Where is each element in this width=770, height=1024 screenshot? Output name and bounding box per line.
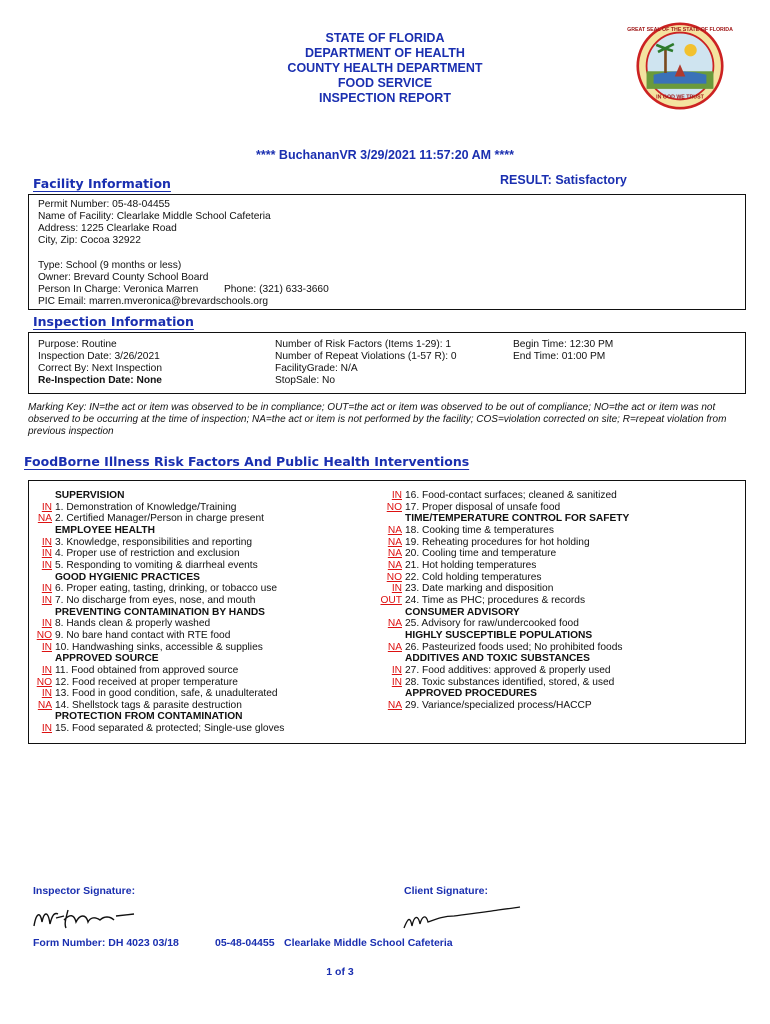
- compliance-mark: NA: [387, 641, 402, 653]
- risk-factor-item: [370, 490, 740, 502]
- compliance-mark: IN: [41, 583, 52, 595]
- compliance-mark: IN: [391, 490, 402, 501]
- footer-permit-number: 05-48-04455: [215, 937, 275, 949]
- risk-factor-item: [370, 677, 740, 689]
- compliance-mark: NA: [387, 536, 402, 548]
- facility-city-zip: City, Zip: Cocoa 32922: [38, 235, 141, 246]
- header-line: DEPARTMENT OF HEALTH: [305, 46, 465, 60]
- risk-factor-item: [28, 700, 368, 712]
- category-label: APPROVED PROCEDURES: [405, 688, 537, 700]
- risk-factor-item: [370, 560, 740, 572]
- risk-factor-text: 4. Proper use of restriction and exclusion: [55, 548, 240, 560]
- compliance-mark: NA: [37, 699, 52, 711]
- risk-category-heading: [28, 607, 368, 619]
- header-line: FOOD SERVICE: [337, 76, 433, 90]
- risk-category-heading: [370, 653, 740, 665]
- begin-time: Begin Time: 12:30 PM: [513, 339, 614, 350]
- compliance-mark: IN: [41, 641, 52, 653]
- risk-factor-text: 21. Hot holding temperatures: [405, 559, 537, 571]
- compliance-mark: NA: [387, 524, 402, 536]
- risk-factor-item: [370, 700, 740, 712]
- header-line: INSPECTION REPORT: [319, 91, 451, 105]
- compliance-mark: IN: [41, 688, 52, 700]
- risk-factors-left-column: [28, 490, 368, 735]
- compliance-mark: IN: [41, 559, 52, 571]
- risk-factor-text: 8. Hands clean & properly washed: [55, 618, 211, 630]
- risk-factor-item: [28, 560, 368, 572]
- risk-factor-item: [370, 525, 740, 537]
- risk-factor-item: [28, 583, 368, 595]
- header-line: STATE OF FLORIDA: [325, 31, 445, 45]
- risk-factor-item: [28, 630, 368, 642]
- risk-factor-count: Number of Risk Factors (Items 1-29): 1: [275, 339, 452, 350]
- risk-factor-text: 15. Food separated & protected; Single-use gloves: [55, 723, 285, 735]
- inspection-info-title: Inspection Information: [33, 314, 194, 329]
- category-label: ADDITIVES AND TOXIC SUBSTANCES: [405, 653, 590, 665]
- risk-category-heading: [28, 711, 368, 723]
- risk-factor-item: [28, 548, 368, 560]
- risk-factor-text: 5. Responding to vomiting & diarrheal events: [55, 559, 258, 571]
- risk-factor-text: 26. Pasteurized foods used; No prohibited foods: [405, 641, 623, 653]
- risk-factor-text: 20. Cooling time and temperature: [405, 548, 557, 560]
- compliance-mark: IN: [41, 548, 52, 560]
- seal-ring-text: GREAT SEAL OF THE STATE OF FLORIDA: [627, 26, 733, 33]
- category-label: APPROVED SOURCE: [55, 653, 159, 665]
- client-signature-label: Client Signature:: [404, 885, 489, 897]
- facility-address: Address: 1225 Clearlake Road: [38, 223, 177, 234]
- risk-factor-text: 13. Food in good condition, safe, & unadulterated: [55, 688, 278, 700]
- compliance-mark: NA: [387, 548, 402, 560]
- category-label: HIGHLY SUSCEPTIBLE POPULATIONS: [405, 629, 593, 641]
- category-label: SUPERVISION: [55, 490, 125, 501]
- risk-factor-text: 27. Food additives: approved & properly used: [405, 664, 611, 676]
- risk-factor-item: [28, 642, 368, 654]
- risk-factor-item: [28, 723, 368, 735]
- category-label: EMPLOYEE HEALTH: [55, 524, 155, 536]
- risk-factor-item: [370, 642, 740, 654]
- timestamp-stamp: **** BuchananVR 3/29/2021 11:57:20 AM ****: [255, 148, 514, 162]
- result-status: RESULT: Satisfactory: [500, 173, 627, 187]
- header-line: COUNTY HEALTH DEPARTMENT: [287, 61, 483, 75]
- risk-factor-item: [28, 677, 368, 689]
- risk-factor-text: 9. No bare hand contact with RTE food: [55, 629, 231, 641]
- risk-factor-text: 14. Shellstock tags & parasite destruction: [55, 699, 242, 711]
- risk-factor-item: [370, 548, 740, 560]
- category-label: PREVENTING CONTAMINATION BY HANDS: [55, 606, 265, 618]
- facility-type: Type: School (9 months or less): [38, 260, 182, 271]
- compliance-mark: NA: [387, 559, 402, 571]
- risk-factor-item: [28, 595, 368, 607]
- risk-factor-text: 1. Demonstration of Knowledge/Training: [55, 501, 237, 513]
- person-in-charge: Person In Charge: Veronica Marren: [38, 284, 199, 295]
- facility-grade: FacilityGrade: N/A: [275, 363, 358, 374]
- compliance-mark: NO: [36, 629, 52, 641]
- risk-factor-item: [370, 583, 740, 595]
- risk-factor-text: 7. No discharge from eyes, nose, and mouth: [55, 594, 256, 606]
- marking-key: Marking Key: IN=the act or item was observed to be in compliance; OUT=the act or item was observed to be out of compliance; NO=the act or item was not observed to be occurring at the time of inspection; NA=the act or item is not performed by the facility; COS=violation corrected on site; R=repeat violation from previous inspection: [28, 402, 727, 437]
- seal-motto: IN GOD WE TRUST: [656, 94, 704, 101]
- inspection-col-3: [513, 339, 613, 363]
- risk-factor-item: [370, 502, 740, 514]
- category-label: PROTECTION FROM CONTAMINATION: [55, 711, 243, 723]
- footer-facility-name: Clearlake Middle School Cafeteria: [284, 937, 453, 949]
- risk-factor-text: 11. Food obtained from approved source: [55, 664, 239, 676]
- category-label: CONSUMER ADVISORY: [405, 606, 520, 618]
- form-number: Form Number: DH 4023 03/18: [33, 937, 179, 949]
- risk-factor-item: [28, 537, 368, 549]
- risk-factors-title: FoodBorne Illness Risk Factors And Public Health Interventions: [24, 454, 470, 469]
- risk-category-heading: [28, 525, 368, 537]
- facility-name: Name of Facility: Clearlake Middle School Cafeteria: [38, 211, 271, 222]
- risk-factor-text: 10. Handwashing sinks, accessible & supplies: [55, 641, 263, 653]
- risk-factor-item: [28, 502, 368, 514]
- risk-factor-item: [370, 595, 740, 607]
- risk-factor-text: 17. Proper disposal of unsafe food: [405, 501, 561, 513]
- compliance-mark: NO: [386, 501, 402, 513]
- permit-number: Permit Number: 05-48-04455: [38, 199, 170, 210]
- compliance-mark: OUT: [380, 594, 402, 606]
- facility-info-title: Facility Information: [33, 176, 171, 191]
- compliance-mark: IN: [41, 664, 52, 676]
- compliance-mark: IN: [391, 676, 402, 688]
- risk-factor-text: 16. Food-contact surfaces; cleaned & sanitized: [405, 490, 617, 501]
- risk-category-heading: [370, 513, 740, 525]
- risk-category-heading: [370, 688, 740, 700]
- risk-factor-item: [28, 665, 368, 677]
- risk-factor-text: 29. Variance/specialized process/HACCP: [405, 699, 592, 711]
- compliance-mark: NA: [37, 513, 52, 525]
- risk-category-heading: [370, 607, 740, 619]
- reinspection-date: Re-Inspection Date: None: [38, 375, 162, 386]
- facility-details: [38, 199, 329, 308]
- compliance-mark: IN: [41, 536, 52, 548]
- risk-factor-item: [28, 688, 368, 700]
- inspection-col-1: [38, 339, 162, 387]
- compliance-mark: IN: [41, 594, 52, 606]
- compliance-mark: NA: [387, 618, 402, 630]
- risk-factor-item: [370, 572, 740, 584]
- risk-factor-text: 12. Food received at proper temperature: [55, 676, 238, 688]
- compliance-mark: IN: [391, 583, 402, 595]
- risk-factor-text: 3. Knowledge, responsibilities and reporting: [55, 536, 253, 548]
- risk-category-heading: [28, 653, 368, 665]
- repeat-violations: Number of Repeat Violations (1-57 R): 0: [275, 351, 457, 362]
- risk-factor-item: [28, 513, 368, 525]
- compliance-mark: NO: [36, 676, 52, 688]
- page-number: 1 of 3: [326, 966, 354, 978]
- risk-factor-item: [370, 537, 740, 549]
- compliance-mark: IN: [391, 664, 402, 676]
- end-time: End Time: 01:00 PM: [513, 351, 606, 362]
- compliance-mark: IN: [41, 618, 52, 630]
- category-label: GOOD HYGIENIC PRACTICES: [55, 571, 200, 583]
- compliance-mark: NA: [387, 699, 402, 711]
- risk-factor-text: 25. Advisory for raw/undercooked food: [405, 618, 579, 630]
- stop-sale: StopSale: No: [275, 375, 336, 386]
- risk-factor-text: 24. Time as PHC; procedures & records: [405, 594, 586, 606]
- risk-category-heading: [28, 490, 368, 502]
- risk-factor-text: 2. Certified Manager/Person in charge present: [55, 513, 264, 525]
- risk-factor-text: 19. Reheating procedures for hot holding: [405, 536, 590, 548]
- risk-factor-text: 6. Proper eating, tasting, drinking, or tobacco use: [55, 583, 277, 595]
- risk-factor-item: [28, 618, 368, 630]
- risk-factor-text: 18. Cooking time & temperatures: [405, 524, 554, 536]
- correct-by: Correct By: Next Inspection: [38, 363, 162, 374]
- risk-factor-item: [370, 618, 740, 630]
- risk-factor-text: 23. Date marking and disposition: [405, 583, 554, 595]
- risk-factor-item: [370, 665, 740, 677]
- inspection-col-2: [275, 339, 457, 387]
- facility-owner: Owner: Brevard County School Board: [38, 272, 209, 283]
- risk-factor-text: 28. Toxic substances identified, stored, & used: [405, 676, 615, 688]
- inspector-signature: [30, 900, 140, 934]
- compliance-mark: IN: [41, 501, 52, 513]
- inspection-date: Inspection Date: 3/26/2021: [38, 351, 160, 362]
- risk-category-heading: [28, 572, 368, 584]
- pic-email: PIC Email: marren.mveronica@brevardschools.org: [38, 296, 269, 307]
- risk-factor-text: 22. Cold holding temperatures: [405, 571, 542, 583]
- client-signature: [398, 900, 528, 934]
- compliance-mark: IN: [41, 723, 52, 735]
- florida-seal-icon: [627, 22, 733, 110]
- compliance-mark: NO: [386, 571, 402, 583]
- risk-category-heading: [370, 630, 740, 642]
- risk-factors-right-column: [370, 490, 740, 711]
- inspector-signature-label: Inspector Signature:: [33, 885, 136, 897]
- purpose: Purpose: Routine: [38, 339, 117, 350]
- facility-phone: Phone: (321) 633-3660: [223, 284, 329, 295]
- category-label: TIME/TEMPERATURE CONTROL FOR SAFETY: [405, 513, 630, 525]
